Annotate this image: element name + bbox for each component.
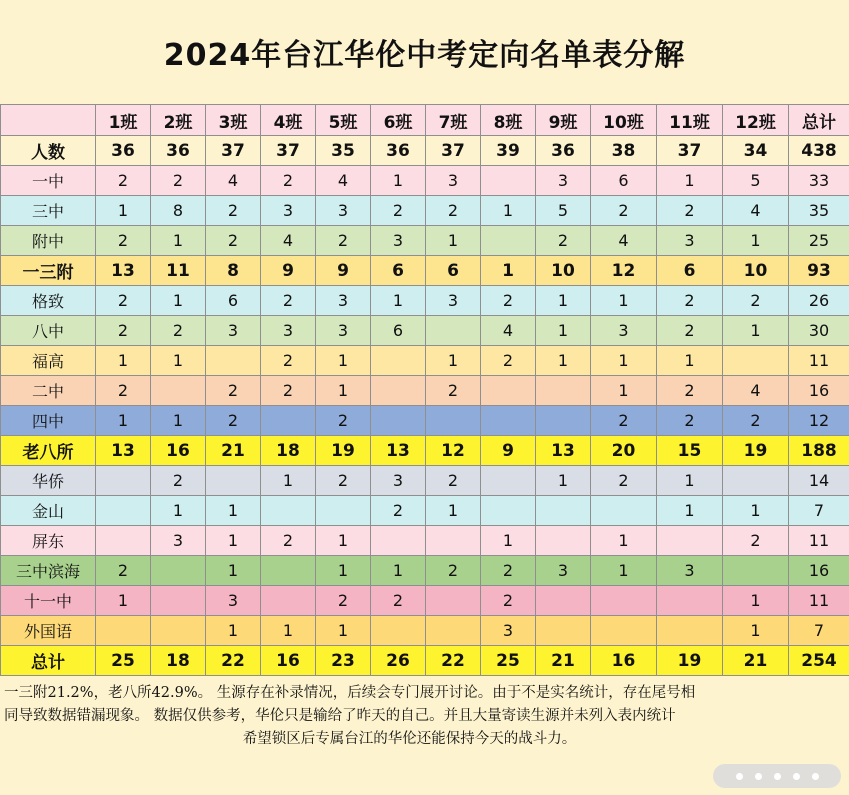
table-cell — [371, 616, 426, 646]
table-cell: 37 — [261, 136, 316, 166]
table-cell: 4 — [206, 166, 261, 196]
table-cell: 8 — [151, 196, 206, 226]
table-cell: 10 — [536, 256, 591, 286]
table-cell: 18 — [151, 646, 206, 676]
row-total-cell: 25 — [789, 226, 849, 256]
row-total-cell: 14 — [789, 466, 849, 496]
table-cell: 6 — [591, 166, 657, 196]
table-cell: 2 — [261, 526, 316, 556]
table-cell — [96, 616, 151, 646]
row-total-cell: 254 — [789, 646, 849, 676]
table-cell: 2 — [96, 286, 151, 316]
table-cell — [316, 496, 371, 526]
table-cell: 2 — [536, 226, 591, 256]
table-cell: 39 — [481, 136, 536, 166]
table-cell: 1 — [657, 466, 723, 496]
row-label: 三中 — [1, 196, 96, 226]
table-cell — [426, 406, 481, 436]
table-cell: 3 — [536, 166, 591, 196]
table-cell — [371, 526, 426, 556]
row-total-cell: 7 — [789, 496, 849, 526]
table-cell: 1 — [371, 166, 426, 196]
row-label: 人数 — [1, 136, 96, 166]
column-header: 3班 — [206, 105, 261, 136]
table-cell — [481, 166, 536, 196]
table-row — [1, 496, 849, 526]
table-cell: 19 — [657, 646, 723, 676]
row-label: 外国语 — [1, 616, 96, 646]
table-cell: 36 — [96, 136, 151, 166]
table-cell — [261, 496, 316, 526]
table-row — [1, 196, 849, 226]
table-cell: 13 — [536, 436, 591, 466]
table-cell: 2 — [657, 376, 723, 406]
table-cell: 3 — [481, 616, 536, 646]
table-cell: 1 — [151, 226, 206, 256]
table-cell: 1 — [96, 346, 151, 376]
table-row — [1, 436, 849, 466]
table-cell: 2 — [591, 406, 657, 436]
row-total-cell: 35 — [789, 196, 849, 226]
table-cell: 3 — [151, 526, 206, 556]
table-cell — [657, 616, 723, 646]
table-cell: 2 — [371, 586, 426, 616]
table-cell — [261, 586, 316, 616]
table-cell: 23 — [316, 646, 371, 676]
table-cell: 1 — [426, 346, 481, 376]
table-cell: 1 — [96, 196, 151, 226]
table-cell: 6 — [371, 256, 426, 286]
table-cell: 1 — [657, 496, 723, 526]
table-cell — [426, 526, 481, 556]
table-cell: 19 — [316, 436, 371, 466]
table-cell: 18 — [261, 436, 316, 466]
table-cell: 1 — [536, 316, 591, 346]
table-cell: 1 — [261, 466, 316, 496]
column-header: 6班 — [371, 105, 426, 136]
table-cell: 20 — [591, 436, 657, 466]
table-cell: 2 — [591, 196, 657, 226]
table-cell — [151, 616, 206, 646]
column-header: 2班 — [151, 105, 206, 136]
table-cell: 4 — [481, 316, 536, 346]
table-row — [1, 286, 849, 316]
header-row — [1, 105, 849, 136]
table-cell — [151, 556, 206, 586]
table-cell: 1 — [536, 466, 591, 496]
table-row — [1, 166, 849, 196]
table-row — [1, 646, 849, 676]
row-total-cell: 12 — [789, 406, 849, 436]
table-cell: 3 — [426, 166, 481, 196]
table-cell — [591, 496, 657, 526]
table-cell: 1 — [536, 346, 591, 376]
row-label: 附中 — [1, 226, 96, 256]
table-cell: 3 — [316, 316, 371, 346]
row-label: 二中 — [1, 376, 96, 406]
table-cell: 2 — [96, 226, 151, 256]
table-cell: 16 — [591, 646, 657, 676]
table-cell: 1 — [316, 346, 371, 376]
table-cell: 1 — [591, 376, 657, 406]
table-cell — [481, 226, 536, 256]
column-header: 1班 — [96, 105, 151, 136]
table-cell — [536, 376, 591, 406]
table-cell: 13 — [96, 256, 151, 286]
table-cell: 1 — [151, 346, 206, 376]
row-label: 格致 — [1, 286, 96, 316]
column-header: 10班 — [591, 105, 657, 136]
column-header: 4班 — [261, 105, 316, 136]
table-cell: 2 — [261, 376, 316, 406]
row-label: 华侨 — [1, 466, 96, 496]
table-cell: 2 — [723, 286, 789, 316]
table-cell: 3 — [261, 316, 316, 346]
table-cell: 4 — [591, 226, 657, 256]
table-cell: 1 — [151, 406, 206, 436]
table-cell: 2 — [481, 346, 536, 376]
table-cell: 2 — [96, 376, 151, 406]
dot-icon — [812, 773, 819, 780]
table-cell: 6 — [426, 256, 481, 286]
table-cell: 1 — [206, 556, 261, 586]
table-cell: 36 — [151, 136, 206, 166]
row-label: 金山 — [1, 496, 96, 526]
row-label: 四中 — [1, 406, 96, 436]
page-title: 2024年台江华伦中考定向名单表分解 — [0, 0, 849, 105]
table-cell: 1 — [316, 376, 371, 406]
table-cell: 21 — [723, 646, 789, 676]
table-cell — [426, 616, 481, 646]
table-cell — [536, 406, 591, 436]
row-label: 一中 — [1, 166, 96, 196]
table-cell: 15 — [657, 436, 723, 466]
table-row — [1, 556, 849, 586]
table-cell: 2 — [316, 226, 371, 256]
table-cell: 1 — [591, 526, 657, 556]
table-cell — [481, 496, 536, 526]
dot-icon — [755, 773, 762, 780]
table-cell — [151, 376, 206, 406]
table-cell: 1 — [316, 556, 371, 586]
table-cell: 2 — [206, 226, 261, 256]
table-cell — [261, 406, 316, 436]
table-cell: 4 — [723, 376, 789, 406]
table-cell: 36 — [371, 136, 426, 166]
table-cell: 2 — [426, 196, 481, 226]
row-total-cell: 11 — [789, 586, 849, 616]
row-total-cell: 93 — [789, 256, 849, 286]
table-cell: 2 — [316, 406, 371, 436]
table-cell — [723, 466, 789, 496]
table-cell: 1 — [591, 286, 657, 316]
table-cell: 3 — [316, 286, 371, 316]
table-cell — [371, 376, 426, 406]
footer-line: 同导致数据错漏现象。 数据仅供参考，华伦只是输给了昨天的自己。并且大量寄读生源并未列入表内统计 — [4, 708, 676, 724]
table-row — [1, 256, 849, 286]
table-cell — [591, 616, 657, 646]
table-cell: 16 — [151, 436, 206, 466]
row-total-cell: 33 — [789, 166, 849, 196]
table-cell: 2 — [371, 196, 426, 226]
table-cell: 1 — [657, 166, 723, 196]
table-cell: 2 — [96, 166, 151, 196]
row-label: 总计 — [1, 646, 96, 676]
table-cell — [151, 586, 206, 616]
table-cell: 1 — [316, 616, 371, 646]
table-cell: 2 — [481, 586, 536, 616]
table-cell — [96, 526, 151, 556]
table-cell: 1 — [96, 406, 151, 436]
table-row — [1, 526, 849, 556]
table-row — [1, 376, 849, 406]
table-cell: 1 — [261, 616, 316, 646]
table-cell: 2 — [206, 196, 261, 226]
footer-line: 一三附21.2%，老八所42.9%。 生源存在补录情况，后续会专门展开讨论。由于不是实名统计，存在尾号相 — [4, 685, 696, 701]
table-cell: 21 — [206, 436, 261, 466]
table-cell: 6 — [206, 286, 261, 316]
table-cell: 2 — [261, 346, 316, 376]
table-cell — [371, 346, 426, 376]
table-cell: 1 — [151, 496, 206, 526]
table-cell: 3 — [261, 196, 316, 226]
table-cell: 2 — [151, 316, 206, 346]
table-cell: 9 — [261, 256, 316, 286]
row-total-cell: 30 — [789, 316, 849, 346]
table-cell: 4 — [316, 166, 371, 196]
row-total-cell: 188 — [789, 436, 849, 466]
table-cell: 1 — [591, 556, 657, 586]
row-label: 一三附 — [1, 256, 96, 286]
table-row — [1, 466, 849, 496]
dot-icon — [774, 773, 781, 780]
table-cell: 13 — [96, 436, 151, 466]
table-row — [1, 346, 849, 376]
table-cell: 2 — [206, 406, 261, 436]
table-cell: 12 — [426, 436, 481, 466]
table-cell: 2 — [371, 496, 426, 526]
row-label: 八中 — [1, 316, 96, 346]
row-label: 福高 — [1, 346, 96, 376]
table-row — [1, 406, 849, 436]
table-cell: 2 — [723, 526, 789, 556]
table-cell — [206, 346, 261, 376]
table-cell: 36 — [536, 136, 591, 166]
table-cell: 2 — [426, 556, 481, 586]
table-cell: 1 — [723, 586, 789, 616]
table-cell — [657, 586, 723, 616]
row-label: 屏东 — [1, 526, 96, 556]
table-cell: 25 — [96, 646, 151, 676]
column-header: 8班 — [481, 105, 536, 136]
table-cell — [426, 586, 481, 616]
table-cell: 2 — [261, 286, 316, 316]
table-cell: 5 — [536, 196, 591, 226]
table-cell: 1 — [723, 496, 789, 526]
row-total-cell: 16 — [789, 376, 849, 406]
table-cell — [536, 526, 591, 556]
table-cell: 3 — [657, 226, 723, 256]
column-header: 7班 — [426, 105, 481, 136]
table-cell: 4 — [261, 226, 316, 256]
table-cell — [536, 616, 591, 646]
table-cell: 25 — [481, 646, 536, 676]
data-table — [0, 104, 849, 676]
table-cell: 2 — [426, 466, 481, 496]
table-cell — [723, 556, 789, 586]
table-cell: 16 — [261, 646, 316, 676]
row-total-cell: 7 — [789, 616, 849, 646]
table-cell: 6 — [371, 316, 426, 346]
table-cell: 37 — [657, 136, 723, 166]
column-header: 5班 — [316, 105, 371, 136]
table-cell: 1 — [536, 286, 591, 316]
table-cell — [481, 376, 536, 406]
column-header: 总计 — [789, 105, 849, 136]
table-cell: 13 — [371, 436, 426, 466]
table-cell — [206, 466, 261, 496]
table-cell: 8 — [206, 256, 261, 286]
table-cell — [371, 406, 426, 436]
table-cell — [591, 586, 657, 616]
table-cell: 10 — [723, 256, 789, 286]
header-corner-cell — [1, 105, 96, 136]
table-cell — [536, 586, 591, 616]
table-cell — [536, 496, 591, 526]
table-cell: 3 — [536, 556, 591, 586]
table-cell: 9 — [316, 256, 371, 286]
table-cell: 1 — [206, 616, 261, 646]
table-cell: 2 — [261, 166, 316, 196]
table-cell: 2 — [96, 316, 151, 346]
table-row — [1, 136, 849, 166]
table-cell: 1 — [316, 526, 371, 556]
table-row — [1, 616, 849, 646]
table-cell: 1 — [657, 346, 723, 376]
table-cell: 9 — [481, 436, 536, 466]
table-cell: 2 — [657, 286, 723, 316]
table-cell: 3 — [657, 556, 723, 586]
table-cell — [261, 556, 316, 586]
table-cell: 2 — [426, 376, 481, 406]
table-cell: 2 — [96, 556, 151, 586]
table-cell — [723, 346, 789, 376]
row-total-cell: 11 — [789, 526, 849, 556]
table-cell: 22 — [426, 646, 481, 676]
table-cell: 5 — [723, 166, 789, 196]
table-cell: 3 — [371, 226, 426, 256]
table-cell: 1 — [96, 586, 151, 616]
table-cell: 2 — [657, 196, 723, 226]
table-cell — [96, 496, 151, 526]
table-cell: 1 — [723, 616, 789, 646]
table-cell — [481, 406, 536, 436]
footer-line: 希望锁区后专属台江的华伦还能保持今天的战斗力。 — [242, 731, 577, 747]
table-cell: 1 — [723, 316, 789, 346]
table-cell: 1 — [723, 226, 789, 256]
table-cell: 3 — [591, 316, 657, 346]
table-cell: 2 — [481, 286, 536, 316]
table-cell: 22 — [206, 646, 261, 676]
table-cell: 2 — [657, 406, 723, 436]
row-label: 十一中 — [1, 586, 96, 616]
table-row — [1, 316, 849, 346]
table-cell: 11 — [151, 256, 206, 286]
table-cell — [96, 466, 151, 496]
table-cell: 1 — [591, 346, 657, 376]
table-cell: 1 — [371, 286, 426, 316]
table-cell — [657, 526, 723, 556]
table-cell: 37 — [206, 136, 261, 166]
table-cell: 2 — [657, 316, 723, 346]
table-cell: 1 — [206, 496, 261, 526]
table-cell: 34 — [723, 136, 789, 166]
dot-icon — [793, 773, 800, 780]
column-header: 12班 — [723, 105, 789, 136]
table-row — [1, 226, 849, 256]
table-cell: 3 — [206, 586, 261, 616]
table-cell: 3 — [316, 196, 371, 226]
table-cell: 1 — [481, 256, 536, 286]
table-cell: 2 — [481, 556, 536, 586]
table-cell: 19 — [723, 436, 789, 466]
table-cell: 1 — [426, 226, 481, 256]
row-total-cell: 26 — [789, 286, 849, 316]
table-cell: 1 — [426, 496, 481, 526]
table-cell: 2 — [591, 466, 657, 496]
table-cell: 2 — [151, 466, 206, 496]
table-cell: 35 — [316, 136, 371, 166]
table-cell: 2 — [316, 586, 371, 616]
table-cell: 37 — [426, 136, 481, 166]
table-cell: 21 — [536, 646, 591, 676]
table-row — [1, 586, 849, 616]
row-label: 老八所 — [1, 436, 96, 466]
table-cell: 3 — [206, 316, 261, 346]
table-cell: 3 — [426, 286, 481, 316]
table-cell — [426, 316, 481, 346]
dot-icon — [736, 773, 743, 780]
table-cell: 1 — [151, 286, 206, 316]
table-cell: 1 — [371, 556, 426, 586]
row-total-cell: 16 — [789, 556, 849, 586]
row-total-cell: 438 — [789, 136, 849, 166]
table-cell: 3 — [371, 466, 426, 496]
table-cell: 38 — [591, 136, 657, 166]
table-cell: 4 — [723, 196, 789, 226]
table-cell: 1 — [481, 196, 536, 226]
table-cell — [481, 466, 536, 496]
column-header: 11班 — [657, 105, 723, 136]
column-header: 9班 — [536, 105, 591, 136]
table-cell: 2 — [316, 466, 371, 496]
table-cell: 26 — [371, 646, 426, 676]
row-label: 三中滨海 — [1, 556, 96, 586]
table-cell: 2 — [206, 376, 261, 406]
more-options-icon[interactable] — [713, 764, 841, 788]
table-cell: 6 — [657, 256, 723, 286]
table-cell: 12 — [591, 256, 657, 286]
row-total-cell: 11 — [789, 346, 849, 376]
table-cell: 1 — [481, 526, 536, 556]
table-cell: 1 — [206, 526, 261, 556]
table-cell: 2 — [151, 166, 206, 196]
table-cell: 2 — [723, 406, 789, 436]
